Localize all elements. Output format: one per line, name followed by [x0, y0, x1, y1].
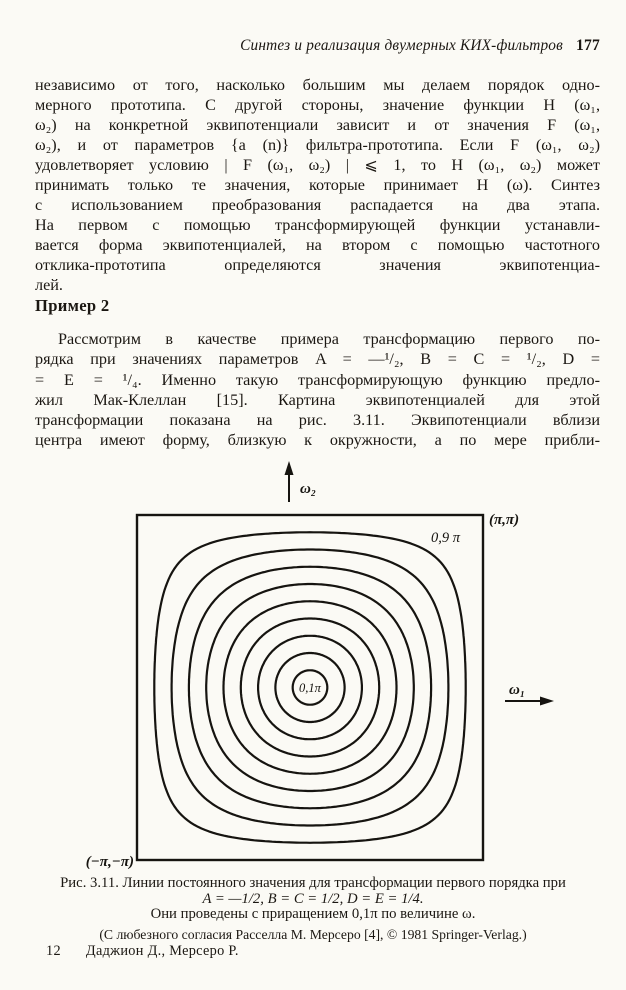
text-line: независимо от того, насколько большим мы делаем порядок одно- — [35, 76, 600, 94]
figure-caption-line-2: A = —1/2, B = C = 1/2, D = E = 1/4. — [202, 891, 424, 907]
omega2-axis-arrow — [285, 461, 294, 502]
paragraph-1 — [35, 75, 600, 295]
text-line: удовлетворяет условию | F (ω₁, ω₂) | ⩽ 1, то H (ω₁, ω₂) может — [35, 156, 600, 174]
text-line: На первом с помощью трансформирующей функции устанавли- — [35, 216, 600, 234]
paragraph-2 — [35, 329, 600, 451]
figure-caption-line-1: Рис. 3.11. Линии постоянного значения для трансформации первого порядка при — [60, 875, 566, 891]
example-heading: Пример 2 — [35, 296, 110, 315]
figure-caption-line-3: Они проведены с приращением 0,1π по величине ω. — [150, 906, 476, 922]
corner-label-bottom-left: (−π,−π) — [85, 854, 134, 870]
contour-level-label-outer: 0,9 π — [431, 530, 461, 546]
text-line: = E = ¹/₄. Именно такую трансформирующую функцию предло- — [35, 370, 600, 389]
text-line: рядка при значениях параметров A = —¹/₂, B = C = ¹/₂, D = — [35, 350, 600, 369]
text-line: трансформации показана на рис. 3.11. Эквипотенциали вблизи — [35, 411, 600, 430]
corner-label-top-right: (π,π) — [489, 512, 520, 528]
running-header — [35, 37, 600, 55]
text-line: ω₂) на конкретной эквипотенциали зависит и от значения F (ω₁, — [35, 116, 600, 134]
text-line: центра имеют форму, близкую к окружности, а по мере прибли- — [35, 431, 600, 450]
contour-level-label-inner: 0,1π — [299, 681, 321, 695]
text-line: Рассмотрим в качестве примера трансформацию первого по- — [58, 330, 600, 348]
text-line: ω₂), и от параметров {a (n)} фильтра-прототипа. Если F (ω₁, ω₂) — [35, 136, 600, 154]
text-line: принимать только те значения, которые принимает H (ω). Синтез — [35, 176, 600, 194]
footer-authors: Даджион Д., Мерсеро Р. — [85, 943, 239, 959]
omega2-axis-label: ω₂ — [300, 481, 317, 497]
text-line: мерного прототипа. С другой стороны, значение функции H (ω₁, — [35, 96, 600, 114]
text-line: с использованием преобразования распадается на два этапа. — [35, 196, 600, 214]
figure-caption-line-4: (С любезного согласия Расселла М. Мерсеро [4], © 1981 Springer-Verlag.) — [99, 927, 527, 942]
arrowhead-up-icon — [285, 461, 294, 475]
text-line: отклика-прототипа определяются значения эквипотенциа- — [35, 256, 600, 274]
text-line: жил Мак-Клеллан [15]. Картина эквипотенциалей для этой — [35, 390, 600, 409]
running-header-title: Синтез и реализация двумерных КИХ-фильтров — [240, 37, 563, 54]
arrowhead-right-icon — [540, 697, 554, 706]
text-line: вается форма эквипотенциалей, на втором с помощью частотного — [35, 236, 600, 254]
omega1-axis-label: ω₁ — [509, 682, 526, 698]
contour-figure — [0, 452, 626, 876]
page-number: 177 — [576, 37, 600, 54]
print-signature: 12 — [46, 943, 61, 959]
text-line: лей. — [35, 276, 63, 294]
page-footer — [46, 943, 239, 960]
